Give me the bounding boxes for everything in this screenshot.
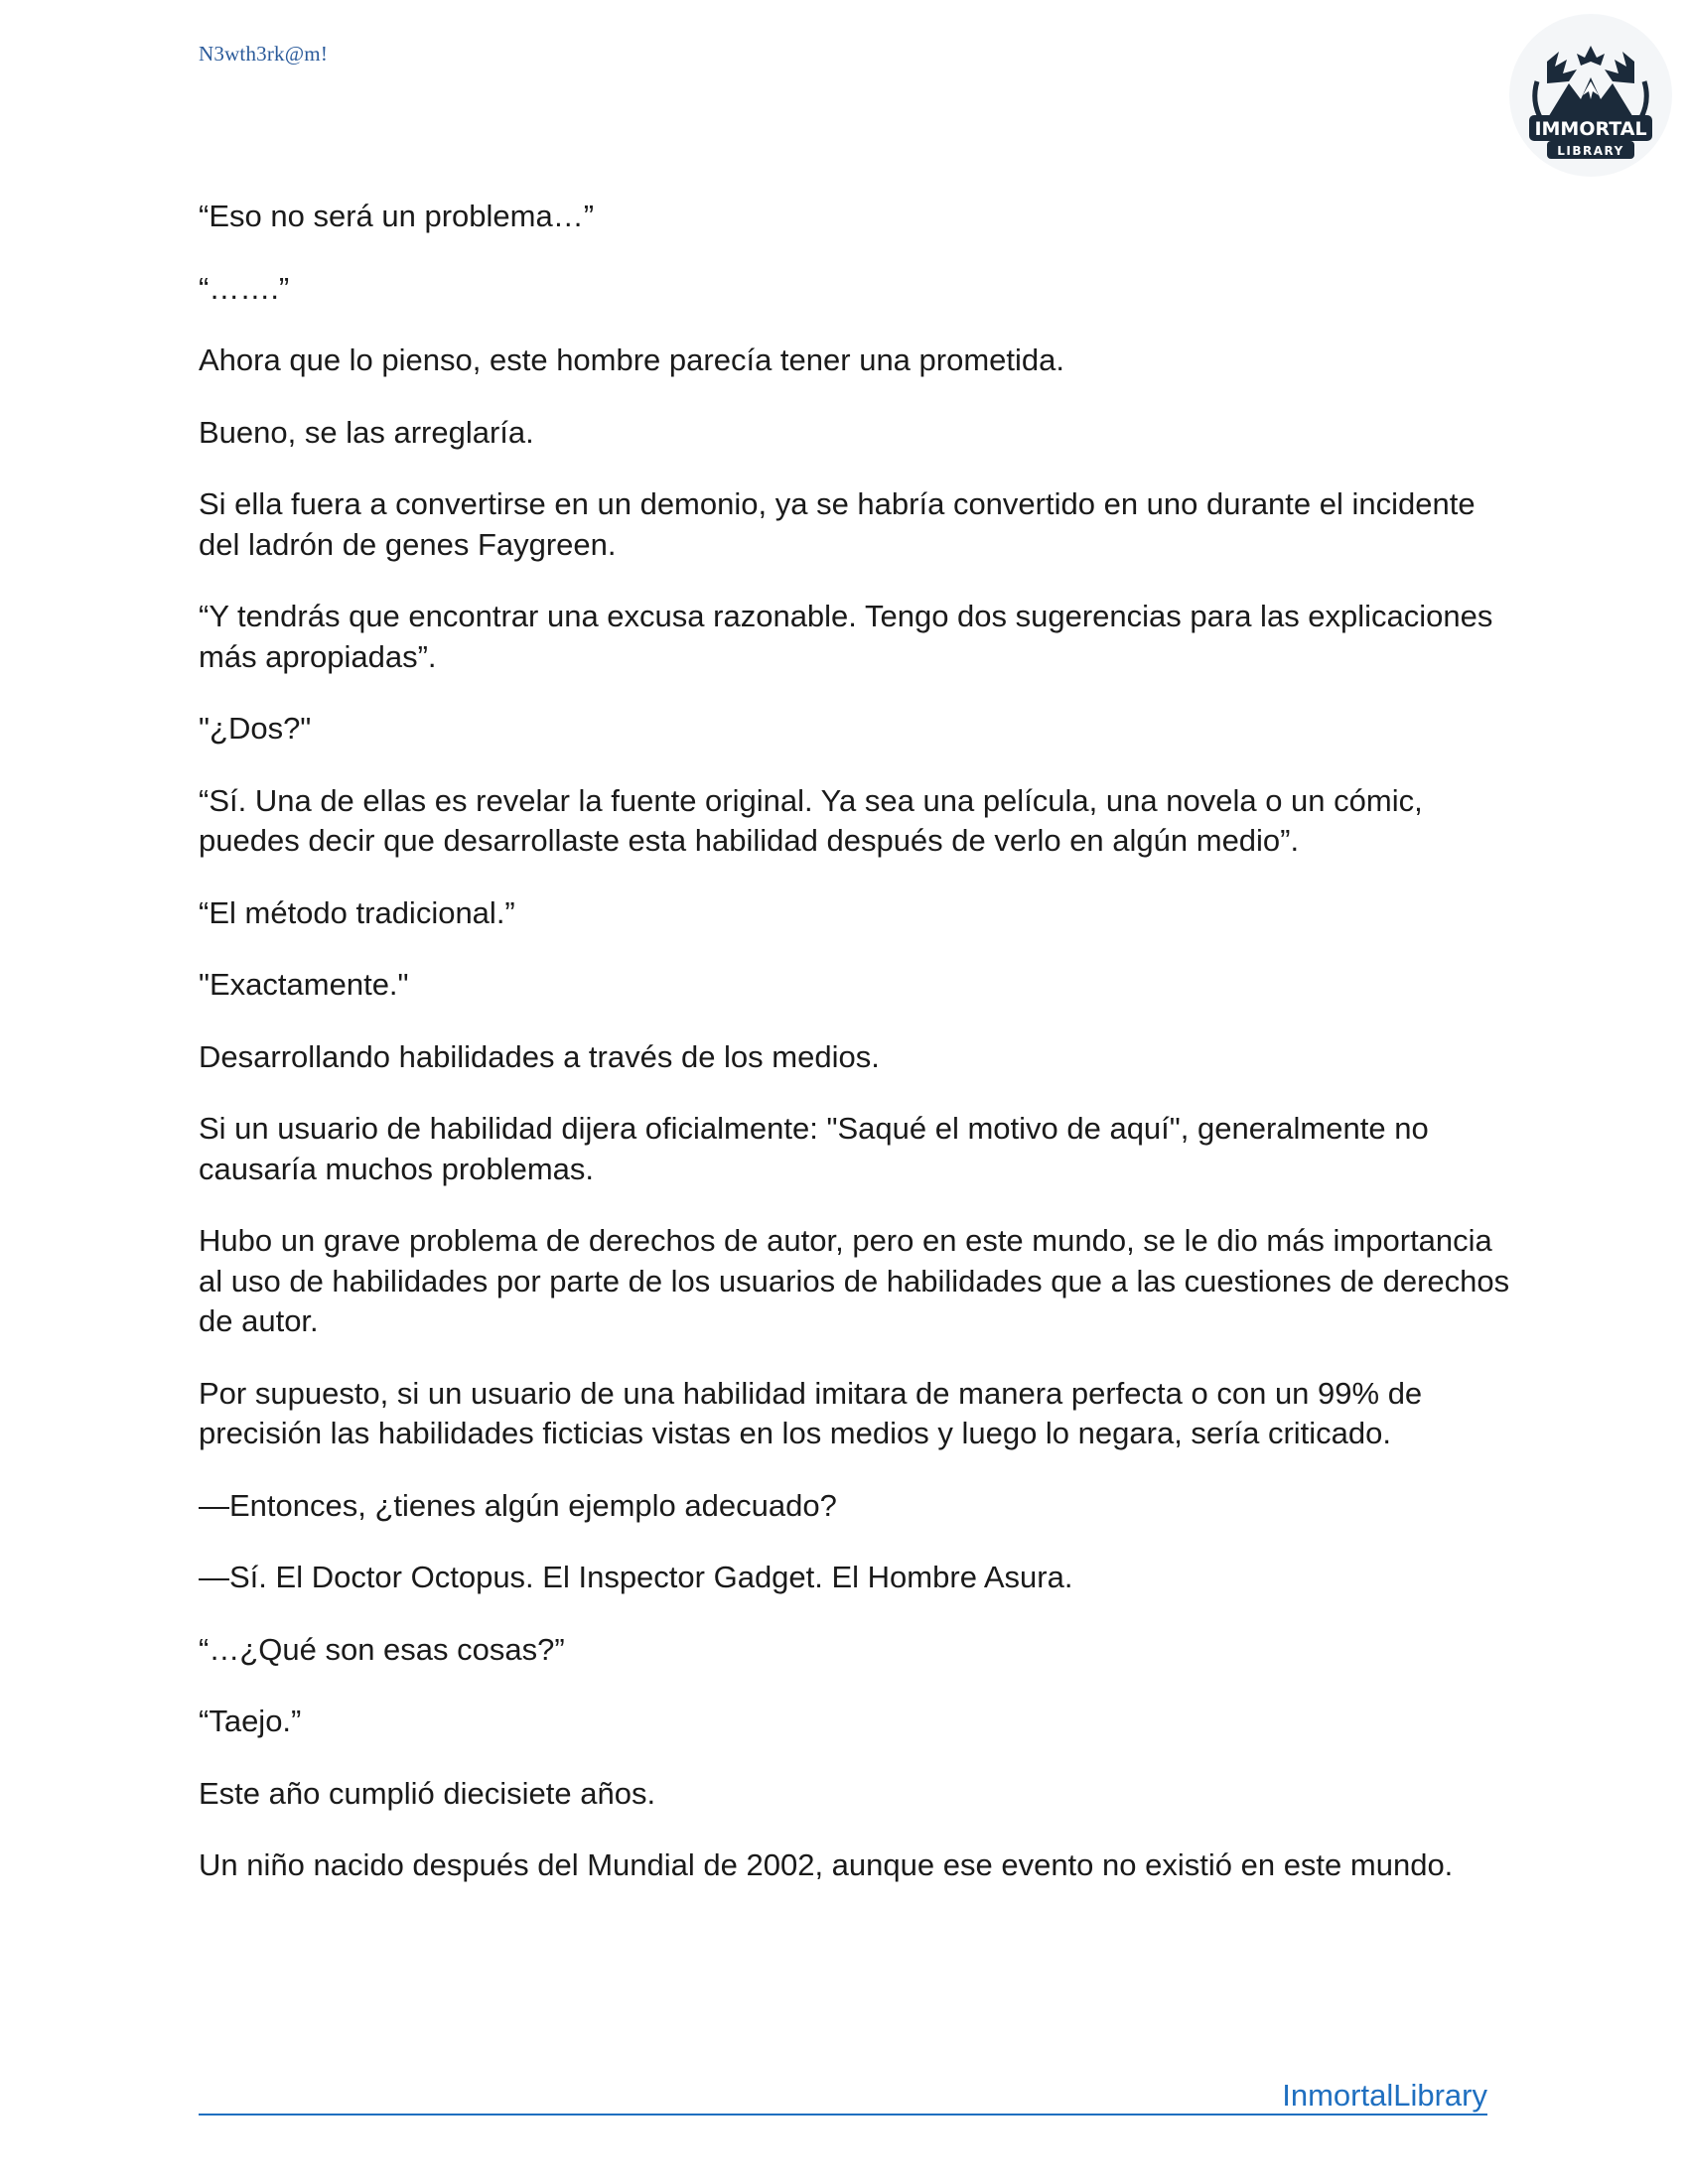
paragraph: Ahora que lo pienso, este hombre parecía tener una prometida. xyxy=(199,342,1064,377)
footer-divider xyxy=(199,2114,1487,2116)
paragraph: —Sí. El Doctor Octopus. El Inspector Gadget. El Hombre Asura. xyxy=(199,1560,1073,1594)
paragraph: “Y tendrás que encontrar una excusa razonable. Tengo dos sugerencias para las explicaciones más apropiadas”. xyxy=(199,599,1493,674)
paragraph: Por supuesto, si un usuario de una habilidad imitara de manera perfecta o con un 99% de precisión las habilidades ficticias vistas en los medios y luego lo negara, sería criticado. xyxy=(199,1375,1423,1450)
paragraph: “…….” xyxy=(199,270,290,306)
footer-library-link[interactable]: InmortalLibrary xyxy=(1282,2078,1487,2113)
paragraph: “Eso no será un problema…” xyxy=(199,199,595,233)
paragraph: "Exactamente." xyxy=(199,967,409,1002)
paragraph: Si ella fuera a convertirse en un demonio, ya se habría convertido en uno durante el incidente del ladrón de genes Faygreen. xyxy=(199,486,1476,562)
paragraph: Bueno, se las arreglaría. xyxy=(199,414,534,450)
logo-text-line2: LIBRARY xyxy=(1557,144,1624,158)
paragraph: “Taejo.” xyxy=(199,1704,302,1738)
paragraph: Si un usuario de habilidad dijera oficialmente: "Saqué el motivo de aquí", generalmente no causaría muchos problemas. xyxy=(199,1111,1429,1186)
immortal-library-logo xyxy=(1507,12,1674,179)
paragraph: “El método tradicional.” xyxy=(199,894,515,930)
paragraph: “…¿Qué son esas cosas?” xyxy=(199,1631,565,1667)
document-body xyxy=(199,197,1519,1918)
paragraph: "¿Dos?" xyxy=(199,711,312,746)
paragraph: Hubo un grave problema de derechos de autor, pero en este mundo, se le dio más importancia al uso de habilidades por parte de los usuarios de habilidades que a las cuestiones de derechos de autor. xyxy=(199,1223,1510,1338)
paragraph: —Entonces, ¿tienes algún ejemplo adecuado? xyxy=(199,1487,837,1523)
paragraph: Un niño nacido después del Mundial de 2002, aunque ese evento no existió en este mundo. xyxy=(199,1847,1454,1882)
paragraph: Este año cumplió diecisiete años. xyxy=(199,1775,656,1811)
logo-text-line1: IMMORTAL xyxy=(1534,118,1647,140)
paragraph: “Sí. Una de ellas es revelar la fuente original. Ya sea una película, una novela o un cómic, puedes decir que desarrollaste esta habilidad después de verlo en algún medio”. xyxy=(199,782,1423,858)
watermark-text: N3wth3rk@m! xyxy=(199,42,329,66)
paragraph: Desarrollando habilidades a través de los medios. xyxy=(199,1038,880,1074)
